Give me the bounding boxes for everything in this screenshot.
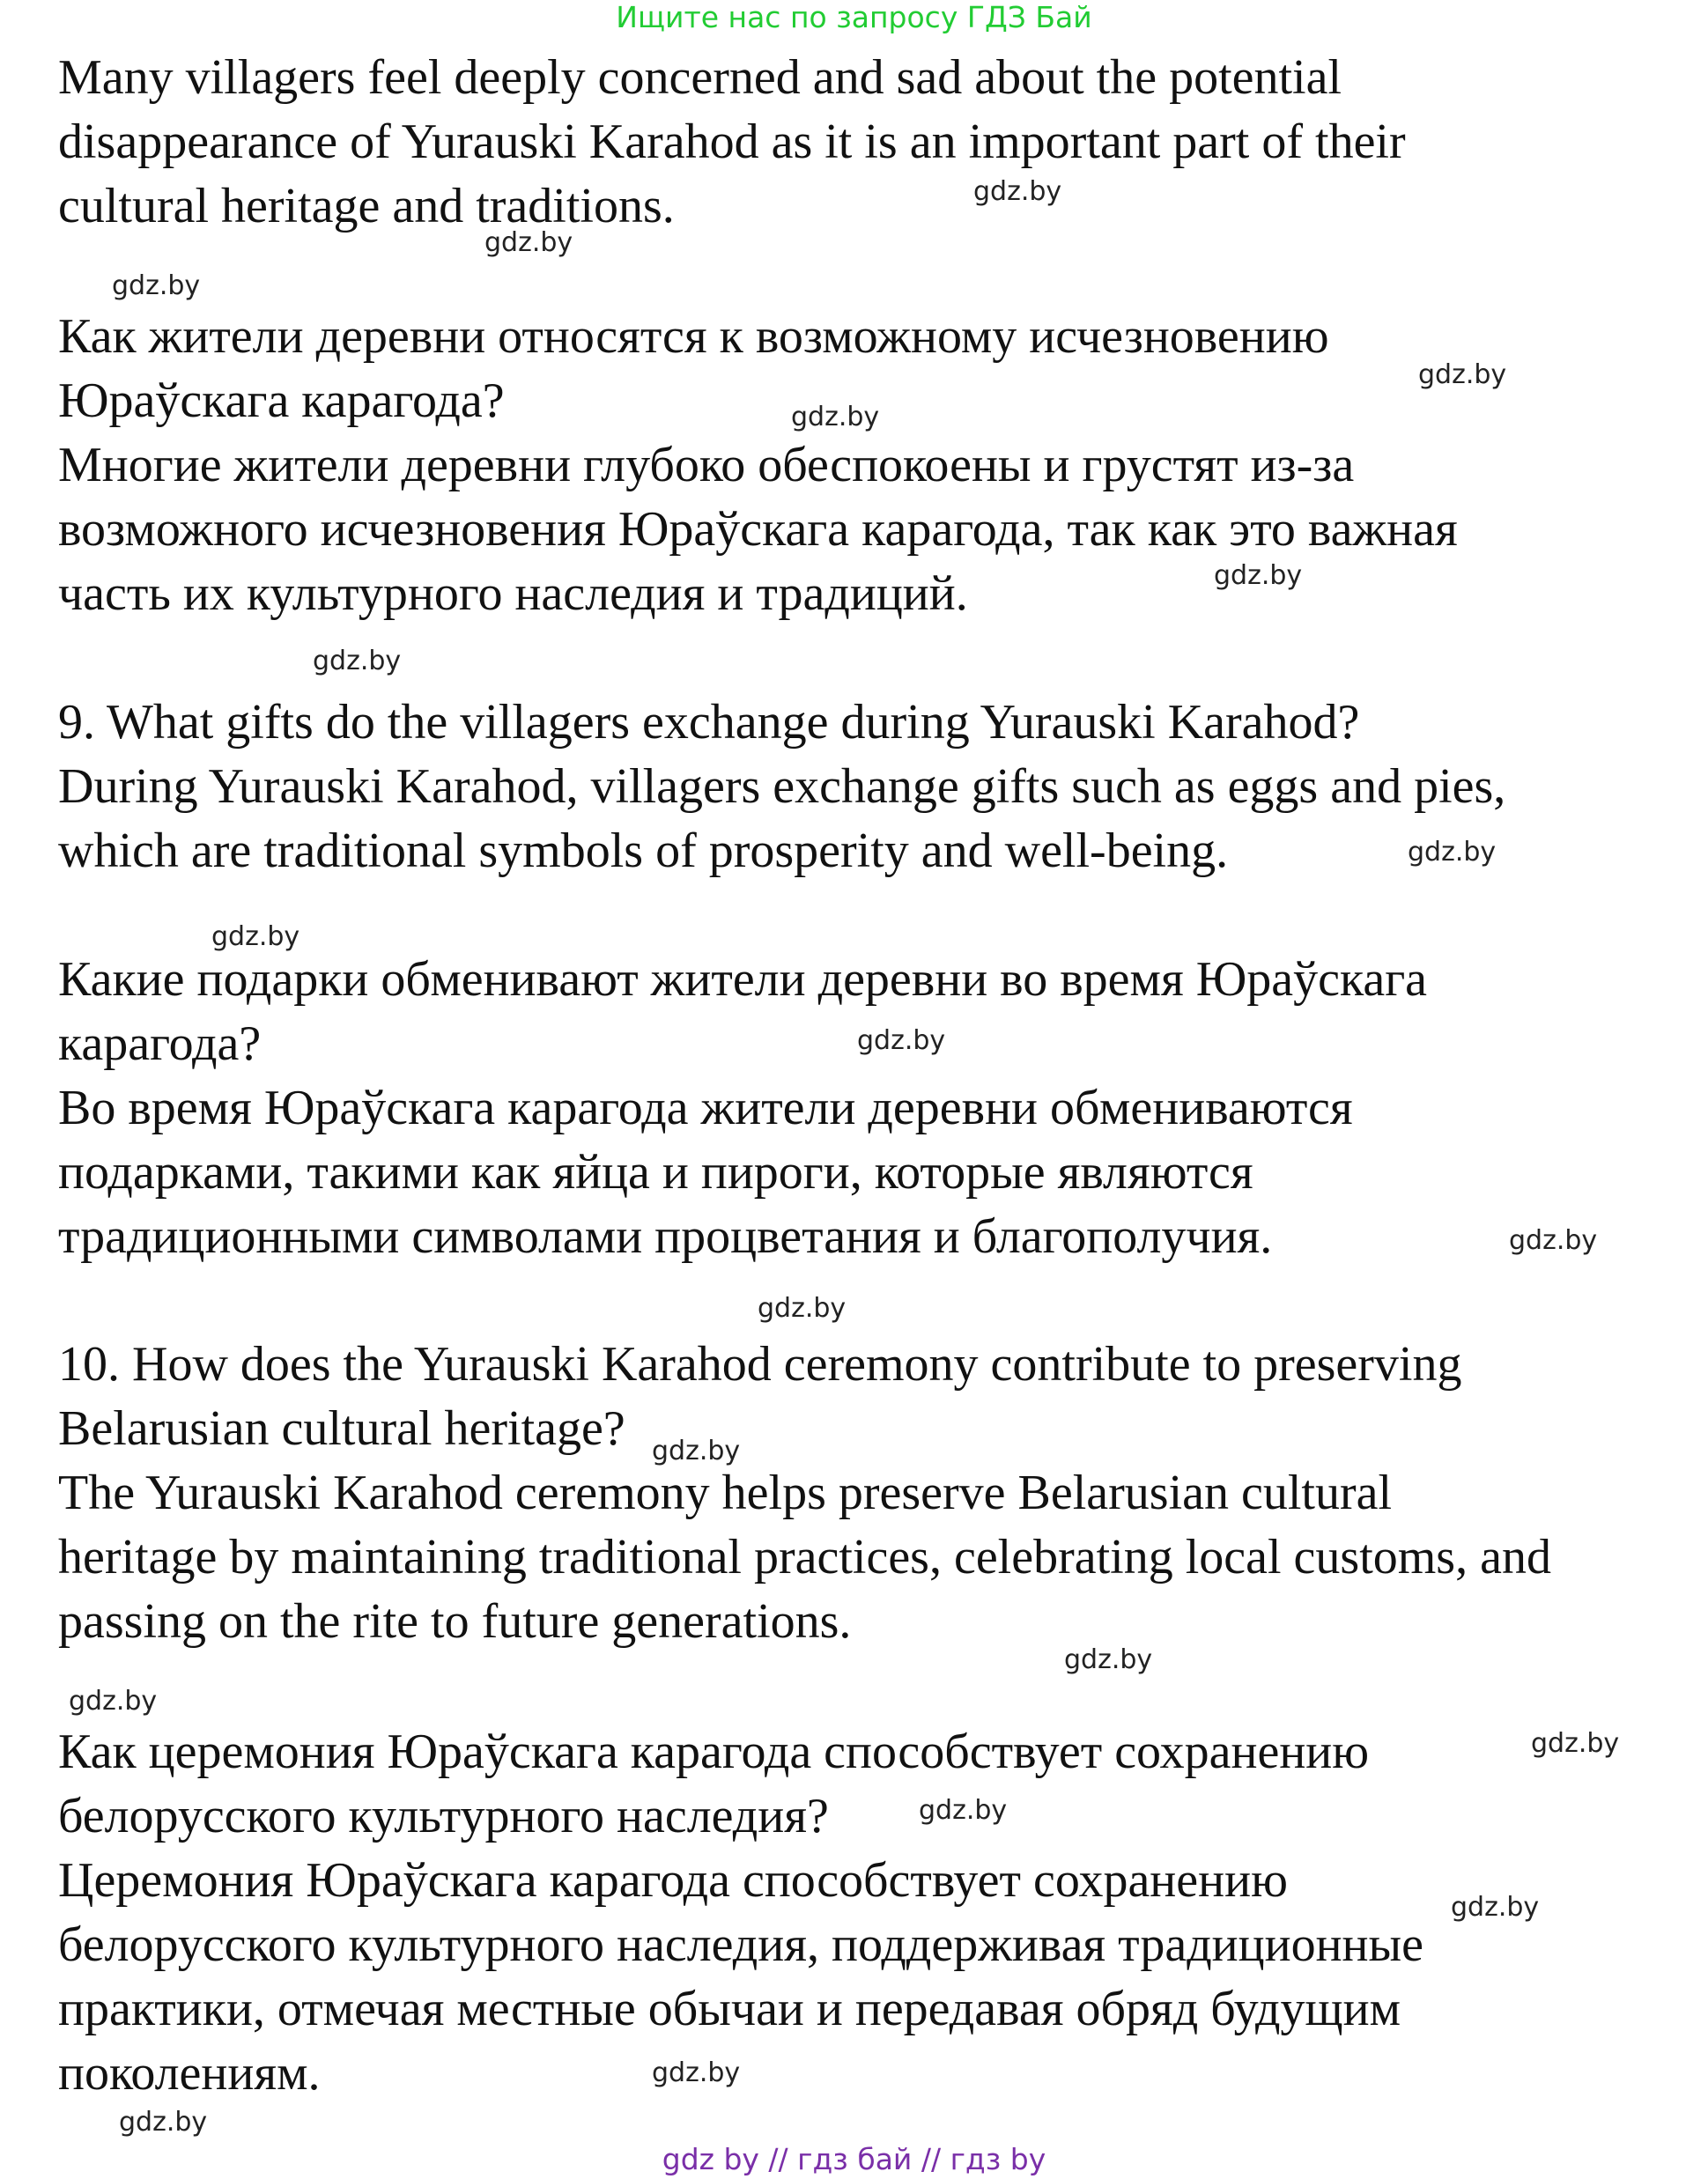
answer-paragraph-ru-9 <box>58 1076 1644 1269</box>
watermark: gdz.by <box>211 921 300 952</box>
watermark: gdz.by <box>1451 1892 1540 1923</box>
footer-links: gdz by // гдз бай // гдз by <box>662 2142 1046 2176</box>
watermark: gdz.by <box>791 402 880 432</box>
watermark: gdz.by <box>1418 359 1507 390</box>
text-line: cultural heritage and traditions. <box>58 179 675 233</box>
text-line: карагода? <box>58 1016 262 1071</box>
watermark: gdz.by <box>1531 1728 1620 1759</box>
text-line: Во время Юраўскага карагода жители деревни обмениваются <box>58 1081 1353 1135</box>
watermark: gdz.by <box>1214 560 1303 591</box>
text-line: подарками, такими как яйца и пироги, которые являются <box>58 1145 1253 1200</box>
watermark: gdz.by <box>1064 1644 1153 1675</box>
watermark: gdz.by <box>652 2057 741 2088</box>
text-line: возможного исчезновения Юраўскага карагода, так как это важная <box>58 502 1458 557</box>
text-line: 10. How does the Yurauski Karahod ceremony contribute to preserving <box>58 1337 1462 1392</box>
question-answer-en-10 <box>58 1333 1644 1654</box>
top-banner: Ищите нас по запросу ГДЗ Бай <box>616 0 1092 34</box>
watermark: gdz.by <box>1408 837 1497 868</box>
text-line: практики, отмечая местные обычаи и передавая обряд будущим <box>58 1982 1401 2036</box>
question-answer-en-9 <box>58 691 1644 883</box>
text-line: which are traditional symbols of prosperity and well-being. <box>58 824 1229 878</box>
question-paragraph-ru-10 <box>58 1720 1644 1849</box>
text-line: Какие подарки обменивают жители деревни во время Юраўскага <box>58 952 1428 1007</box>
text-line: белорусского культурного наследия, поддерживая традиционные <box>58 1917 1424 1972</box>
watermark: gdz.by <box>973 176 1062 207</box>
text-line: Юраўскага карагода? <box>58 373 505 428</box>
text-line: heritage by maintaining traditional practices, celebrating local customs, and <box>58 1530 1551 1584</box>
answer-paragraph-en-8 <box>58 46 1644 239</box>
text-line: Многие жители деревни глубоко обеспокоены и грустят из-за <box>58 438 1355 492</box>
watermark: gdz.by <box>758 1293 847 1324</box>
watermark: gdz.by <box>484 227 573 258</box>
text-line: белорусского культурного наследия? <box>58 1789 829 1843</box>
text-line: поколениям. <box>58 2046 321 2101</box>
answer-paragraph-ru-10 <box>58 1849 1644 2106</box>
text-line: Как церемония Юраўскага карагода способствует сохранению <box>58 1725 1370 1779</box>
watermark: gdz.by <box>857 1025 946 1056</box>
text-line: Церемония Юраўскага карагода способствует сохранению <box>58 1853 1288 1908</box>
watermark: gdz.by <box>69 1686 158 1717</box>
watermark: gdz.by <box>119 2107 208 2138</box>
text-line: Belarusian cultural heritage? <box>58 1401 625 1456</box>
answer-paragraph-ru-8 <box>58 433 1644 626</box>
text-line: disappearance of Yurauski Karahod as it is an important part of their <box>58 114 1406 169</box>
watermark: gdz.by <box>652 1436 741 1466</box>
watermark: gdz.by <box>1509 1225 1598 1256</box>
text-line: During Yurauski Karahod, villagers exchange gifts such as eggs and pies, <box>58 759 1506 814</box>
text-line: традиционными символами процветания и благополучия. <box>58 1209 1273 1264</box>
question-paragraph-ru-9 <box>58 948 1644 1076</box>
text-line: часть их культурного наследия и традиций. <box>58 566 968 621</box>
watermark: gdz.by <box>112 270 201 301</box>
watermark: gdz.by <box>313 646 402 676</box>
text-line: Как жители деревни относятся к возможному исчезновению <box>58 309 1329 364</box>
text-line: The Yurauski Karahod ceremony helps preserve Belarusian cultural <box>58 1466 1393 1520</box>
text-line: 9. What gifts do the villagers exchange during Yurauski Karahod? <box>58 695 1360 750</box>
text-line: Many villagers feel deeply concerned and sad about the potential <box>58 50 1342 105</box>
text-line: passing on the rite to future generations. <box>58 1594 852 1649</box>
watermark: gdz.by <box>919 1795 1008 1826</box>
